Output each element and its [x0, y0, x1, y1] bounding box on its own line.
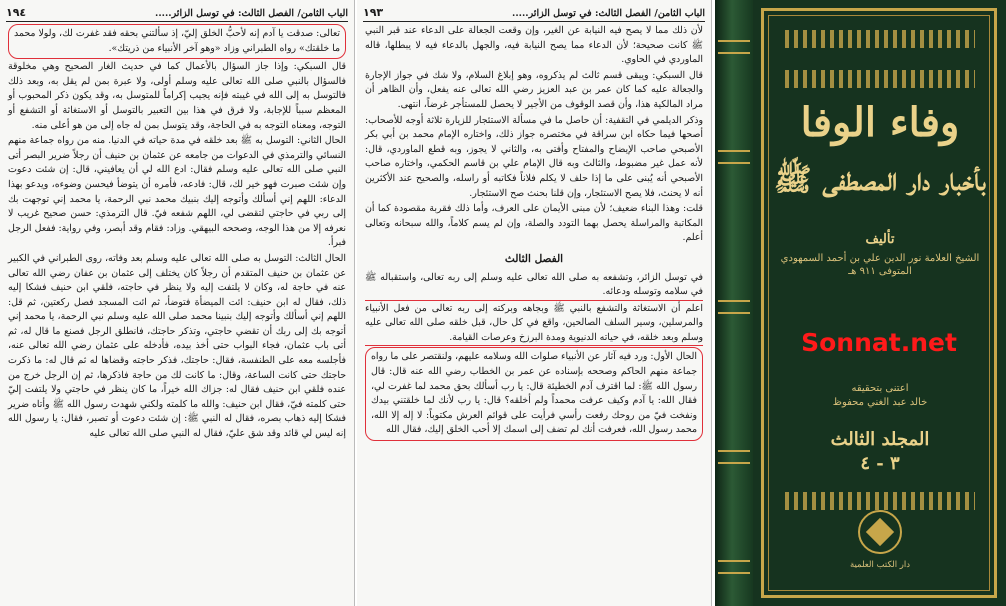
page-body — [365, 24, 703, 604]
book-subtitle: بأخبار دار المصطفى ﷺ — [774, 162, 986, 198]
volume-block — [775, 428, 985, 476]
author-death: المتوفى ٩١١ هـ — [848, 266, 912, 277]
spine-band — [718, 40, 750, 54]
paragraph: الحال الثالث: التوسل به صلى الله تعالى عليه وسلم بعد وفاته، روى الطبراني في الكبير عن عثمان بن حنيف المتقدم أن رجلاً كان يختلف إلى عثمان بن عفان رضي الله تعالى عنه في حاجة له، وكان لا يلتفت إليه ولا ينظر في حاجته، فلقي ابن حنيف فشكا إليه ذلك، فقال له ابن حنيف: ائت الميضأة فتوضأ، ثم ائت المسجد فصل ركعتين، ثم قل: اللهم إني أسألك وأتوجه إليك بنبينا محمد صلى الله عليه وسلم نبي الرحمة، يا محمد إني أتوجه بك إلى ربك أن تقضي حاجتي، وتذكر حاجتك، فانطلق الرجل فصنع ما قال له، ثم أتى باب عثمان، فجاء البواب حتى أخذ بيده، فأدخله على عثمان رضي الله تعالى عنه، فأجلسه معه على الطنفسة، فقال: حاجتك، فذكر حاجته وقضاها له ثم قال له: ما ذكرت حاجتك حتى كانت الساعة، وقال: ما كانت لك من حاجة فاذكرها، ثم إن الرجل خرج من عنده فلقي ابن حنيف فقال له: جزاك الله خيراً، ما كان ينظر في حاجتي ولا يلتفت إليّ حتى كلمته فيّ، فقال ابن حنيف: والله ما كلمته ولكني شهدت رسول الله ﷺ وأتاه ضرير فشكا إليه ذهاب بصره، فقال له النبي ﷺ: إن شئت دعوت أو تصبر، فقال: يا رسول الله إنه ليس لي قائد وقد شق عليّ، فقال له النبي صلى الله تعالى عليه — [8, 252, 346, 440]
editor-block — [775, 382, 985, 410]
author-name: الشيخ العلامة نور الدين علي بن أحمد السمهودي — [780, 253, 980, 264]
page-number: ١٩٤ — [6, 6, 27, 19]
paragraph: قال السبكي: وإذا جاز السؤال بالأعمال كما في حديث الغار الصحيح وهي مخلوقة فالسؤال بالنبي صلى الله تعالى عليه وسلم أولى، ولا عبرة بمن لم يقل به، وبعد ذلك فالتوسل به إلى الله في غيبته فإنه يجيب إكراماً للمتوسل به، وقد يكون ذكر المحبوب أو المعظم سبباً للإجابة، ولا فرق في هذا بين التعبير بالتوسل أو الاستغاثة أو التشفع أو التوجه، ومعناه التوجه به في الحاجة، وقد يتوسل بمن له جاه إلى من هو أعلى منه. — [8, 61, 346, 131]
paragraph: وذكر الديلمي في التقفية: أن حاصل ما في مسألة الاستئجار للزيارة ثلاثة أوجه للأصحاب: أصحها فيما حكاه ابن سراقة في مختصره جواز ذلك، واختاره الإمام محمد بن أبي بكر الأصبحي صاحب الإيضاح والمفتاح وأفتى به، والثاني لا يجوز، وبه قطع الماوردي، قال: لأنه عمل غير مضبوط، والثالث وبه قال الإمام علي بن قاسم الحكمي، واختاره صاحب الأصبحي أنه يُبنى على ما إذا حلف لا يكلم فلاناً فكاتبه أو راسله، والصحيح عند الأكثرين أنه لا يحنث، فلا يصح الاستئجار، وإن قلنا بحنث صح الاستئجار. — [365, 114, 703, 199]
paragraph: الحال الثاني: التوسل به ﷺ بعد خلقه في مدة حياته في الدنيا. منه من رواه جماعة منهم النسائي والترمذي في الدعوات من جامعه عن عثمان بن حنيف أن رجلاً ضرير البصر أتى النبي صلى الله تعالى عليه وسلم فقال: ادع الله لي أن يعافيني، قال: إن شئت دعوت وإن شئت صبرت فهو خير لك، قال: فادعه، فأمره أن يتوضأ فيحسن وضوءه، ويدعو بهذا الدعاء: اللهم إني أسألك وأتوجه إليك بنبيك محمد نبي الرحمة، يا محمد إني توجهت بك إلى ربي في حاجتي لتقضى لي، اللهم شفعه فيّ. قال الترمذي: حسن صحيح غريب لا نعرفه إلا من هذا الوجه، وصححه البيهقي. وزاد: فقام وقد أبصر، وفي رواية: ففعل الرجل فبرأ. — [8, 135, 346, 249]
underlined-statement: اعلم أن الاستغاثة والتشفع بالنبي ﷺ وبجاهه وبركته إلى ربه تعالى من فعل الأنبياء والمرسلين، وسير السلف الصالحين، واقع في كل حال، قبل خلقه صلى الله تعالى عليه وسلم وبعد خلقه، في حياته الدنيوية ومدة البرزخ وعرصات القيامة. — [365, 302, 703, 347]
publisher-logo-icon — [858, 510, 902, 554]
editor-label: اعتنى بتحقيقه — [851, 383, 909, 394]
left-book-page — [0, 0, 355, 606]
spine-band — [718, 450, 750, 464]
page-header — [363, 3, 705, 22]
editor-name: خالد عبد الغني محفوظ — [832, 397, 928, 408]
watermark: Sonnat.net — [801, 328, 957, 357]
publisher-name: دار الكتب العلمية — [849, 560, 911, 570]
ornament-band — [785, 492, 975, 510]
author-label: تأليف — [865, 232, 895, 247]
ornament-band — [785, 30, 975, 48]
paragraph: لأن ذلك مما لا يصح فيه النيابة عن الغير، وإن وقعت الجعالة على الدعاء عند قبر النبي ﷺ كانت صحيحة؛ لأن الدعاء مما يصح النيابة فيه، والجهل بالدعاء فيه لا يبطلها، قاله الماوردي في الحاوي. — [365, 25, 703, 66]
paragraph: قلت: وهذا البناء ضعيف؛ لأن مبنى الأيمان على العرف، وأما ذلك فقربة مقصودة كما أن المكاتبة والمراسلة يحصل بهما التودد والصلة، وإن لم يسم كلاماً، والله سبحانه وتعالى أعلم. — [365, 203, 703, 244]
page-header-title: الباب الثامن/ الفصل الثالث: في توسل الزائر..... — [155, 8, 348, 19]
section-title: الفصل الثالث — [504, 252, 564, 265]
section-intro: في توسل الزائر، وتشفعه به صلى الله تعالى عليه وسلم إلى ربه تعالى، واستقباله ﷺ في سلامه وتوسله ودعائه. — [365, 271, 703, 301]
spine-band — [718, 150, 750, 164]
highlighted-paragraph: الحال الأول: ورد فيه آثار عن الأنبياء صلوات الله وسلامه عليهم، ولنقتصر على ما رواه جماعة منهم الحاكم وصححه بإسناده عن عمر بن الخطاب رضي الله عنه قال: قال رسول الله ﷺ: لما اقترف آدم الخطيئة قال: يا رب أسألك بحق محمد لما غفرت لي، فقال الله: يا آدم وكيف عرفت محمداً ولم أخلقه؟ قال: يا رب لأنك لما خلقتني بيدك ونفخت فيّ من روحك رفعت رأسي فرأيت على قوائم العرش مكتوباً: لا إله إلا الله، محمد رسول الله، فعرفت أنك لم تضف إلى اسمك إلا أحب الخلق إليك، فقال الله — [365, 347, 703, 441]
spine-band — [718, 560, 750, 574]
page-number: ١٩٣ — [363, 6, 384, 19]
volume-range: ٣ - ٤ — [860, 453, 900, 474]
paragraph: قال السبكي: ويبقى قسم ثالث لم يذكروه، وهو إبلاغ السلام، ولا شك في جواز الإجارة والجعالة عليه كما كان عمر بن عبد العزيز رضي الله تعالى عنه يفعل، وأن الظاهر أن مراد المالكية هذا، وأن قصد الوقوف من الأجير لا يحصل للمستأجر غرضاً، انتهى. — [365, 69, 703, 110]
book-spine — [715, 0, 753, 606]
page-body — [8, 24, 346, 604]
author-block — [773, 252, 987, 278]
book-title: وفاء الوفا — [800, 99, 960, 146]
spine-band — [718, 300, 750, 314]
highlighted-paragraph: تعالى: صدقت يا آدم إنه لأحبُّ الخلق إليّ، إذ سألتني بحقه فقد غفرت لك، ولولا محمد ما خلقتك» رواه الطبراني وزاد «وهو آخر الأنبياء من ذريتك». — [8, 24, 346, 59]
middle-book-page — [357, 0, 712, 606]
book-cover — [715, 0, 1006, 606]
ornament-band — [785, 70, 975, 88]
page-header-title: الباب الثامن/ الفصل الثالث: في توسل الزائر..... — [512, 8, 705, 19]
page-header — [6, 3, 348, 22]
volume-label: المجلد الثالث — [830, 429, 930, 450]
